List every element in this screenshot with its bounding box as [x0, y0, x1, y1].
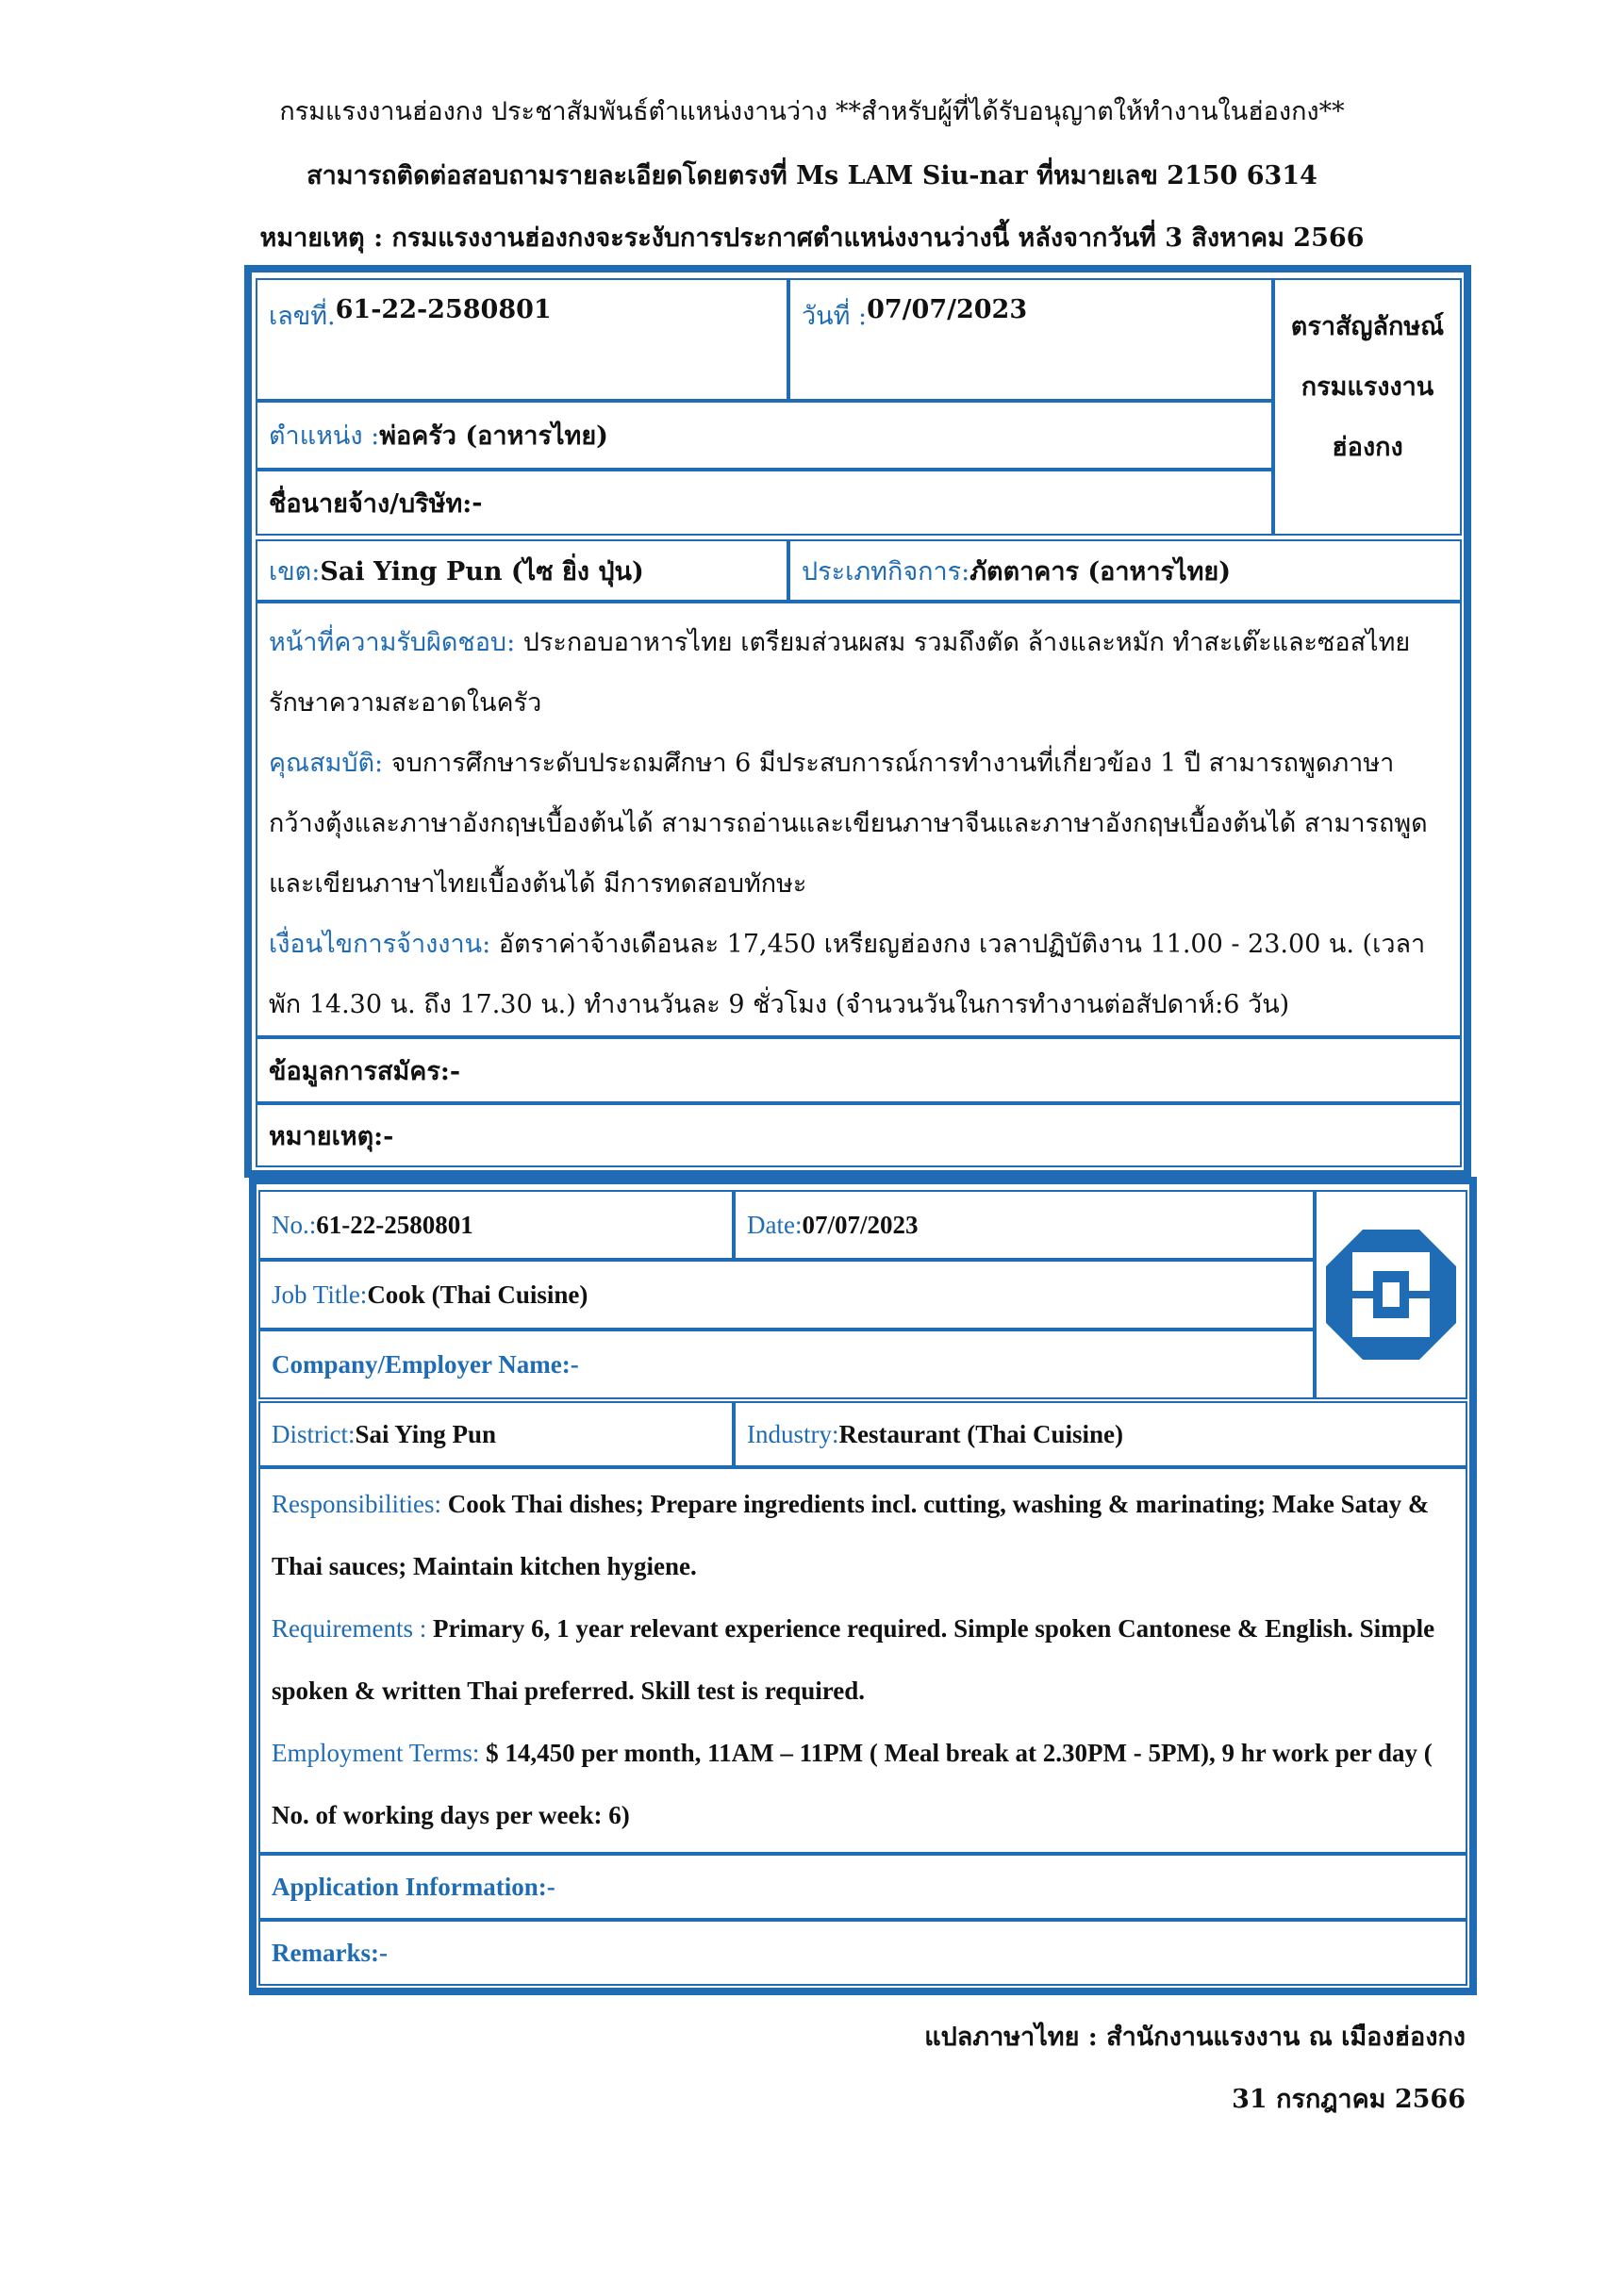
english-district-label: District: — [272, 1419, 356, 1448]
english-employment-terms — [272, 1722, 1454, 1846]
english-requirements-value: Primary 6, 1 year relevant experience required. Simple spoken Cantonese & English. Simple spoken & written Thai preferred. Skill test is required. — [272, 1614, 1435, 1705]
thai-industry-label: ประเภทกิจการ: — [802, 556, 970, 586]
thai-application-label: ข้อมูลการสมัคร:- — [269, 1056, 461, 1086]
thai-industry-cell — [788, 539, 1462, 602]
thai-position-cell — [256, 401, 1273, 470]
thai-responsibilities-label: หน้าที่ความรับผิดชอบ: — [269, 628, 523, 657]
thai-date-cell — [788, 278, 1273, 401]
thai-position-label: ตำแหน่ง : — [269, 421, 380, 451]
english-number-cell — [258, 1190, 734, 1260]
translation-date: 31 กรกฎาคม 2566 — [1232, 2085, 1466, 2114]
remark-line: หมายเหตุ : กรมแรงงานฮ่องกงจะระงับการประกาศตำแหน่งงานว่างนี้ หลังจากวันที่ 3 สิงหาคม 2566 — [259, 223, 1365, 253]
thai-seal-cell — [1273, 278, 1462, 536]
english-industry-label: Industry: — [747, 1419, 839, 1448]
english-responsibilities-label: Responsibilities: — [272, 1490, 448, 1518]
english-terms-value: $ 14,450 per month, 11AM – 11PM ( Meal break at 2.30PM - 5PM), 9 hr work per day ( No. of working days per week: 6) — [272, 1739, 1433, 1829]
english-requirements-label: Requirements : — [272, 1614, 433, 1643]
english-district-value: Sai Ying Pun — [355, 1419, 497, 1448]
thai-requirements — [269, 734, 1449, 915]
thai-district-value: Sai Ying Pun (ไซ ยิ่ง ปุ่น) — [320, 556, 644, 586]
thai-employer-label: ชื่อนายจ้าง/บริษัท: — [269, 488, 472, 519]
english-application-cell — [258, 1854, 1467, 1920]
thai-employer-cell — [256, 470, 1273, 536]
thai-requirements-value: จบการศึกษาระดับประถมศึกษา 6 มีประสบการณ์การทำงานที่เกี่ยวข้อง 1 ปี สามารถพูดภาษากว้างตุ้งและภาษาอังกฤษเบื้องต้นได้ สามารถอ่านและเขียนภาษาจีนและภาษาอังกฤษเบื้องต้นได้ สามารถพูดและเขียนภาษาไทยเบื้องต้นได้ มีการทดสอบทักษะ — [269, 749, 1428, 899]
thai-district-label: เขต: — [269, 556, 321, 586]
english-requirements — [272, 1597, 1454, 1722]
english-number-value: 61-22-2580801 — [316, 1210, 473, 1239]
english-logo-cell — [1315, 1190, 1467, 1399]
english-job-title-value: Cook (Thai Cuisine) — [367, 1280, 588, 1309]
contact-line: สามารถติดต่อสอบถามรายละเอียดโดยตรงที่ Ms LAM Siu-nar ที่หมายเลข 2150 6314 — [307, 161, 1317, 190]
thai-date-label: วันที่ : — [802, 302, 868, 331]
english-remarks-cell — [258, 1920, 1467, 1986]
thai-application-cell — [256, 1037, 1462, 1103]
english-application-label: Application Information:- — [272, 1872, 555, 1901]
translator-note: แปลภาษาไทย : สำนักงานแรงงาน ณ เมืองฮ่องกง — [924, 2023, 1466, 2052]
thai-terms-label: เงื่อนไขการจ้างงาน: — [269, 930, 499, 959]
english-remarks-label: Remarks:- — [272, 1938, 388, 1967]
english-responsibilities — [272, 1473, 1454, 1597]
english-terms-label: Employment Terms: — [272, 1739, 487, 1767]
english-company-cell — [258, 1330, 1315, 1399]
english-job-title-cell — [258, 1260, 1315, 1330]
thai-number-label: เลขที่. — [269, 302, 336, 331]
thai-terms-value: อัตราค่าจ้างเดือนละ 17,450 เหรียญฮ่องกง เวลาปฏิบัติงาน 11.00 - 23.00 น. (เวลาพัก 14.30 น. ถึง 17.30 น.) ทำงานวันละ 9 ชั่วโมง (จำนวนวันในการทำงานต่อสัปดาห์:6 วัน) — [269, 930, 1426, 1019]
notice-header-line-1: กรมแรงงานฮ่องกง ประชาสัมพันธ์ตำแหน่งงานว่าง **สำหรับผู้ที่ได้รับอนุญาตให้ทำงานในฮ่องกง** — [279, 97, 1345, 126]
english-details-block — [258, 1467, 1467, 1854]
thai-details-block — [256, 602, 1462, 1037]
thai-district-cell — [256, 539, 788, 602]
seal-text-line-2: กรมแรงงาน — [1301, 372, 1434, 402]
thai-industry-value: ภัตตาคาร (อาหารไทย) — [969, 556, 1231, 586]
thai-position-value: พ่อครัว (อาหารไทย) — [379, 421, 608, 451]
english-responsibilities-value: Cook Thai dishes; Prepare ingredients incl. cutting, washing & marinating; Make Satay & Thai sauces; Maintain kitchen hygiene. — [272, 1490, 1430, 1580]
english-district-cell — [258, 1401, 734, 1467]
english-date-label: Date: — [747, 1210, 803, 1239]
english-industry-cell — [734, 1401, 1467, 1467]
thai-number-value: 61-22-2580801 — [335, 295, 552, 324]
thai-employment-terms — [269, 915, 1449, 1035]
labour-department-logo-icon — [1320, 1224, 1462, 1365]
thai-number-cell — [256, 278, 788, 401]
thai-remarks-label: หมายเหตุ:- — [269, 1121, 394, 1151]
english-industry-value: Restaurant (Thai Cuisine) — [838, 1419, 1124, 1448]
english-date-cell — [734, 1190, 1315, 1260]
thai-date-value: 07/07/2023 — [867, 295, 1028, 324]
english-company-label: Company/Employer Name:- — [272, 1349, 579, 1379]
thai-remarks-cell — [256, 1103, 1462, 1167]
english-date-value: 07/07/2023 — [802, 1210, 919, 1239]
thai-responsibilities-value: ประกอบอาหารไทย เตรียมส่วนผสม รวมถึงตัด ล้างและหมัก ทำสะเต๊ะและซอสไทย รักษาความสะอาดในครัว — [269, 628, 1411, 718]
thai-requirements-label: คุณสมบัติ: — [269, 749, 391, 778]
thai-responsibilities — [269, 613, 1449, 734]
seal-text-line-3: ฮ่องกง — [1332, 433, 1403, 462]
english-job-title-label: Job Title: — [272, 1280, 368, 1309]
english-number-label: No.: — [272, 1210, 317, 1239]
thai-employer-value: - — [472, 487, 483, 518]
seal-text-line-1: ตราสัญลักษณ์ — [1290, 312, 1445, 341]
